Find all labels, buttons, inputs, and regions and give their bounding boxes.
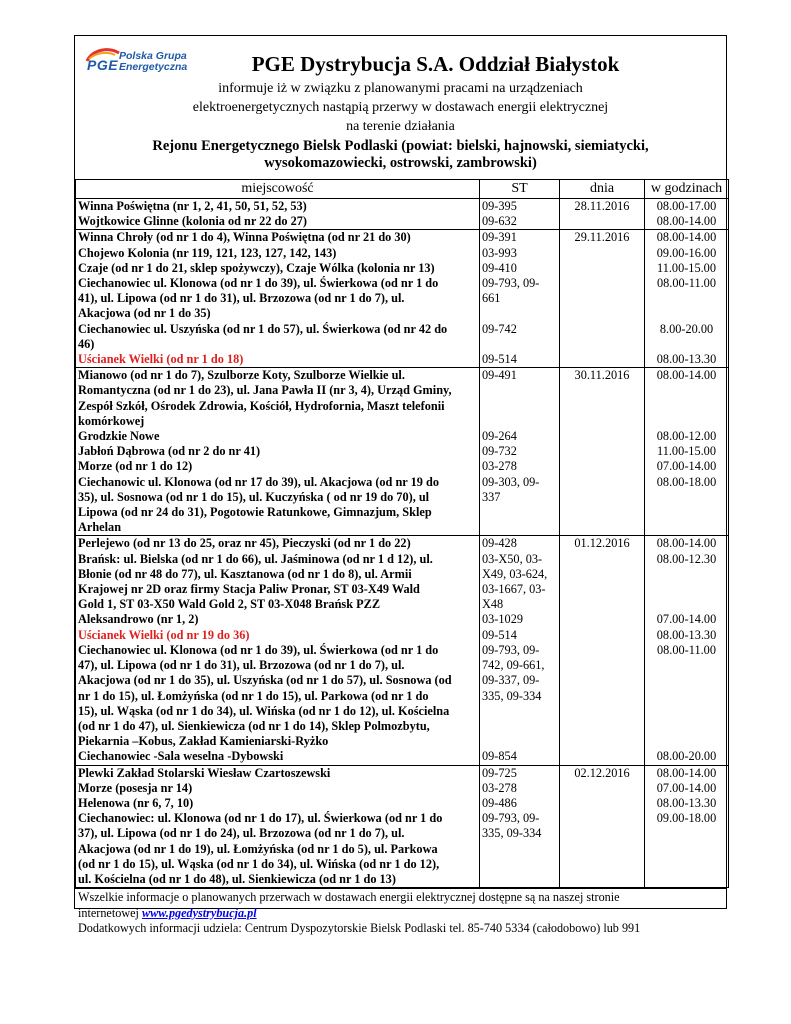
st-line: 03-278 [482, 780, 517, 795]
hours-line [647, 582, 726, 597]
hours-line [647, 291, 726, 306]
date-cell [560, 536, 645, 765]
place-line: Ciechanowiec ul. Klonowa (od nr 1 do 39), ul. Świerkowa (od nr 1 do [78, 276, 439, 291]
table-row [76, 765, 729, 888]
st-cell [480, 230, 560, 368]
place-line: Ciechanowiec: ul. Klonowa (od nr 1 do 17), ul. Świerkowa (od nr 1 do [78, 811, 443, 826]
hours-line: 08.00-12.30 [656, 551, 717, 566]
place-line: Lipowa (od nr 24 do 31), Pogotowie Ratunkowe, Gimnazjum, Sklep [78, 505, 432, 520]
place-line: Ciechanowiec ul. Klonowa (od nr 1 do 39), ul. Świerkowa (od nr 1 do [78, 642, 439, 657]
st-line [482, 857, 557, 872]
st-line: 09-337, 09- [482, 673, 540, 688]
hours-line: 07.00-14.00 [656, 459, 717, 474]
hours-line [647, 826, 726, 841]
intro-line-3: na terenie działania [346, 119, 455, 134]
place-line: Krajowej nr 2D oraz firmy Stacja Paliw Pronar, ST 03-X49 Wald [78, 582, 420, 597]
hours-cell [645, 536, 729, 765]
st-line [482, 399, 557, 414]
place-line: komórkowej [78, 413, 145, 428]
hours-line: 08.00-20.00 [656, 749, 717, 764]
place-line: 46) [78, 336, 95, 351]
hours-line [647, 505, 726, 520]
st-line: 09-793, 09- [482, 642, 540, 657]
st-line: 337 [482, 489, 501, 504]
hours-line [647, 734, 726, 749]
hours-line [647, 337, 726, 352]
place-line: Uścianek Wielki (od nr 1 do 18) [78, 352, 244, 367]
hours-line: 08.00-11.00 [657, 642, 716, 657]
hours-line: 08.00-13.30 [656, 351, 717, 366]
hours-line: 8.00-20.00 [659, 321, 714, 336]
place-line: Plewki Zakład Stolarski Wiesław Czartoszewski [78, 765, 331, 780]
date-cell [560, 230, 645, 368]
st-cell [480, 199, 560, 230]
st-line: 03-993 [482, 245, 517, 260]
footer-line-1: Wszelkie informacje o planowanych przerwach w dostawach energii elektrycznej dostępne są na naszej stronie [78, 890, 620, 905]
place-line: Akacjowa (od nr 1 do 19), ul. Łomżyńska (od nr 1 do 5), ul. Parkowa [78, 841, 438, 856]
place-line: Błonie (od nr 48 do 77), ul. Kasztanowa (od nr 1 do 8), ul. Armii [78, 566, 412, 581]
hours-line [647, 719, 726, 734]
st-line: 09-303, 09- [482, 474, 540, 489]
hours-line [647, 490, 726, 505]
hours-line: 08.00-14.00 [656, 536, 717, 551]
hours-line: 08.00-13.30 [656, 627, 717, 642]
hours-line [647, 414, 726, 429]
place-line: Akacjowa (od nr 1 do 35) [78, 306, 211, 321]
hours-line: 08.00-14.00 [656, 368, 717, 383]
column-header-hours: w godzinach [645, 180, 729, 199]
footer-line-3: Dodatkowych informacji udziela: Centrum Dyspozytorskie Bielsk Podlaski tel. 85-740 5334 (całodobowo) lub 991 [78, 921, 641, 936]
place-line: 37), ul. Lipowa (od nr 1 do 24), ul. Brzozowa (od nr 1 do 7), ul. [78, 826, 405, 841]
hours-line: 11.00-15.00 [657, 260, 716, 275]
place-line: Ciechanowic ul. Klonowa (od nr 17 do 39), ul. Akacjowa (od nr 19 do [78, 474, 439, 489]
place-line: 35), ul. Sosnowa (od nr 1 do 15), ul. Kuczyńska ( od nr 19 do 70), ul [78, 489, 430, 504]
st-line [482, 505, 557, 520]
place-line: Aleksandrowo (nr 1, 2) [78, 612, 199, 627]
st-line: 09-514 [482, 627, 517, 642]
place-line: (od nr 1 do 15), ul. Wąska (od nr 1 do 34), ul. Wińska (od nr 1 do 12), [78, 856, 440, 871]
hours-line: 08.00-14.00 [656, 230, 717, 245]
place-line: Piekarnia –Kobus, Zakład Kamieniarski-Ryżko [78, 734, 329, 749]
place-line: ul. Kościelna (od nr 1 do 48), ul. Sienkiewicza (od nr 1 do 13) [78, 871, 396, 886]
column-header-st: ST [480, 180, 560, 199]
st-line: 03-1029 [482, 612, 523, 627]
place-cell [76, 536, 480, 765]
intro-line-2: elektroenergetycznych nastąpią przerwy w dostawach energii elektrycznej [192, 100, 609, 115]
hours-line: 07.00-14.00 [656, 780, 717, 795]
place-line: Arhelan [78, 520, 122, 535]
table-header-row [76, 180, 729, 199]
place-line: Gold 1, ST 03-X50 Wald Gold 2, ST 03-X048 Brańsk PZZ [78, 597, 381, 612]
st-line: 03-1667, 03- [482, 582, 546, 597]
place-line: Jabłoń Dąbrowa (od nr 2 do nr 41) [78, 444, 261, 459]
place-line: Perlejewo (od nr 13 do 25, oraz nr 45), Pieczyski (od nr 1 do 22) [78, 536, 411, 551]
date-cell [560, 765, 645, 888]
place-line: Ciechanowiec -Sala weselna -Dybowski [78, 749, 284, 764]
outage-table [75, 179, 729, 888]
st-line: 03-278 [482, 459, 517, 474]
date-value: 01.12.2016 [574, 536, 630, 551]
hours-line: 09.00-16.00 [656, 245, 717, 260]
place-cell [76, 199, 480, 230]
st-cell [480, 368, 560, 536]
st-line: 09-732 [482, 444, 517, 459]
hours-line: 11.00-15.00 [657, 444, 716, 459]
date-cell [560, 368, 645, 536]
hours-line: 08.00-14.00 [656, 214, 717, 229]
notice-title: PGE Dystrybucja S.A. Oddział Białystok [251, 52, 620, 76]
table-row [76, 368, 729, 536]
st-line: 335, 09-334 [482, 688, 542, 703]
hours-line: 09.00-18.00 [656, 811, 717, 826]
footer-prefix: internetowej [78, 905, 142, 920]
hours-line: 08.00-18.00 [656, 474, 717, 489]
date-cell [560, 199, 645, 230]
hours-line [647, 520, 726, 535]
place-line: Grodzkie Nowe [78, 429, 160, 444]
hours-line [647, 399, 726, 414]
place-line: Morze (posesja nr 14) [78, 780, 193, 795]
st-line: 09-632 [482, 214, 517, 229]
st-line: 09-793, 09- [482, 276, 540, 291]
date-value: 28.11.2016 [574, 199, 630, 213]
st-line: 09-725 [482, 765, 517, 780]
hours-line [647, 673, 726, 688]
hours-line [647, 842, 726, 857]
logo-mark: PGE [87, 57, 119, 73]
intro-line-1: informuje iż w związku z planowanymi pracami na urządzeniach [218, 81, 583, 96]
st-line [482, 704, 557, 719]
hours-cell [645, 765, 729, 888]
st-line: 09-410 [482, 260, 517, 275]
st-line: 09-264 [482, 429, 517, 443]
date-value: 30.11.2016 [574, 368, 630, 383]
place-line: Mianowo (od nr 1 do 7), Szulborze Koty, Szulborze Wielkie ul. [78, 368, 405, 383]
st-line [482, 520, 557, 535]
place-line: Ciechanowiec ul. Uszyńska (od nr 1 do 57), ul. Świerkowa (od nr 42 do [78, 321, 448, 336]
place-cell [76, 368, 480, 536]
notice-footer [75, 888, 726, 938]
st-cell [480, 536, 560, 765]
hours-cell [645, 199, 729, 230]
region-line-1: Rejonu Energetycznego Bielsk Podlaski (powiat: bielski, hajnowski, siemiatycki, [152, 138, 649, 154]
table-body [76, 199, 729, 888]
notice-header [75, 36, 726, 179]
st-line [482, 842, 557, 857]
hours-line: 08.00-12.00 [656, 429, 717, 443]
place-line: nr 1 do 15), ul. Łomżyńska (od nr 1 do 15), ul. Parkowa (od nr 1 do [78, 688, 429, 703]
date-value: 02.12.2016 [574, 765, 630, 780]
st-line [482, 306, 557, 321]
place-cell [76, 765, 480, 888]
st-line [482, 872, 557, 887]
table-row [76, 199, 729, 230]
place-line: Winna Poświętna (nr 1, 2, 41, 50, 51, 52, 53) [78, 199, 307, 213]
st-line [482, 734, 557, 749]
hours-line [647, 383, 726, 398]
st-line: 03-X50, 03- [482, 551, 543, 566]
region-line-2: wysokomazowiecki, ostrowski, zambrowski) [264, 155, 537, 171]
place-line: Zespół Szkół, Ośrodek Zdrowia, Kościół, Hydrofornia, Maszt telefonii [78, 398, 445, 413]
st-line [482, 414, 557, 429]
place-line: Brańsk: ul. Bielska (od nr 1 do 66), ul. Jaśminowa (od nr 1 d 12), ul. [78, 551, 433, 566]
table-row [76, 230, 729, 368]
st-line: 09-428 [482, 536, 517, 551]
place-line: Uścianek Wielki (od nr 19 do 36) [78, 627, 250, 642]
hours-line [647, 597, 726, 612]
hours-line [647, 658, 726, 673]
place-line: 41), ul. Lipowa (od nr 1 do 31), ul. Brzozowa (od nr 1 do 7), ul. [78, 291, 405, 306]
place-line: Winna Chroły (od nr 1 do 4), Winna Poświętna (od nr 21 do 30) [78, 230, 411, 245]
st-line [482, 383, 557, 398]
hours-line [647, 872, 726, 887]
st-line: X49, 03-624, [482, 566, 548, 581]
place-line: Akacjowa (od nr 1 do 35), ul. Uszyńska (od nr 1 do 57), ul. Sosnowa (od [78, 673, 452, 688]
hours-line: 07.00-14.00 [656, 612, 717, 627]
footer-line-2 [78, 906, 723, 922]
column-header-place: miejscowość [76, 180, 480, 199]
place-line: Morze (od nr 1 do 12) [78, 459, 193, 474]
date-value: 29.11.2016 [574, 230, 630, 245]
st-line: X48 [482, 597, 504, 612]
place-cell [76, 230, 480, 368]
st-line: 09-486 [482, 795, 517, 810]
place-line: Chojewo Kolonia (nr 119, 121, 123, 127, 142, 143) [78, 245, 337, 260]
place-line: Helenowa (nr 6, 7, 10) [78, 795, 194, 810]
st-line: 09-395 [482, 199, 517, 213]
st-line [482, 719, 557, 734]
st-line: 09-491 [482, 368, 517, 383]
hours-line [647, 567, 726, 582]
st-line [482, 337, 557, 352]
st-line: 09-854 [482, 749, 517, 764]
place-line: 15), ul. Wąska (od nr 1 do 34), ul. Wińska (od nr 1 do 12), ul. Kościelna [78, 703, 450, 718]
hours-line [647, 704, 726, 719]
place-line: 47), ul. Lipowa (od nr 1 do 31), ul. Brzozowa (od nr 1 do 7), ul. [78, 658, 405, 673]
website-link[interactable]: www.pgedystrybucja.pl [141, 905, 257, 920]
hours-line: 08.00-13.30 [656, 795, 717, 810]
st-line: 09-742 [482, 321, 517, 336]
place-line: Czaje (od nr 1 do 21, sklep spożywczy), Czaje Wólka (kolonia nr 13) [78, 260, 435, 275]
st-cell [480, 765, 560, 888]
st-line: 742, 09-661, [482, 658, 545, 673]
st-line: 09-793, 09- [482, 811, 540, 826]
st-line: 335, 09-334 [482, 826, 542, 841]
hours-line: 08.00-14.00 [656, 765, 717, 780]
logo-line1: Polska Grupa [119, 50, 187, 62]
hours-cell [645, 368, 729, 536]
place-line: Romantyczna (od nr 1 do 23), ul. Jana Pawła II (nr 3, 4), Urząd Gminy, [78, 383, 452, 398]
hours-line [647, 857, 726, 872]
hours-line: 08.00-11.00 [657, 276, 716, 291]
hours-line [647, 306, 726, 321]
st-line: 09-514 [482, 352, 517, 366]
place-line: (od nr 1 do 47), ul. Sienkiewicza (od nr 1 do 14), Sklep Polmozbytu, [78, 718, 430, 733]
logo-line2: Energetyczna [119, 61, 188, 73]
table-row [76, 536, 729, 765]
hours-cell [645, 230, 729, 368]
hours-line: 08.00-17.00 [656, 199, 717, 213]
hours-line [647, 688, 726, 703]
st-line: 09-391 [482, 230, 517, 245]
place-line: Wojtkowice Glinne (kolonia od nr 22 do 27) [78, 214, 307, 229]
st-line: 661 [482, 291, 501, 306]
column-header-date: dnia [560, 180, 645, 199]
outage-notice [74, 35, 727, 936]
